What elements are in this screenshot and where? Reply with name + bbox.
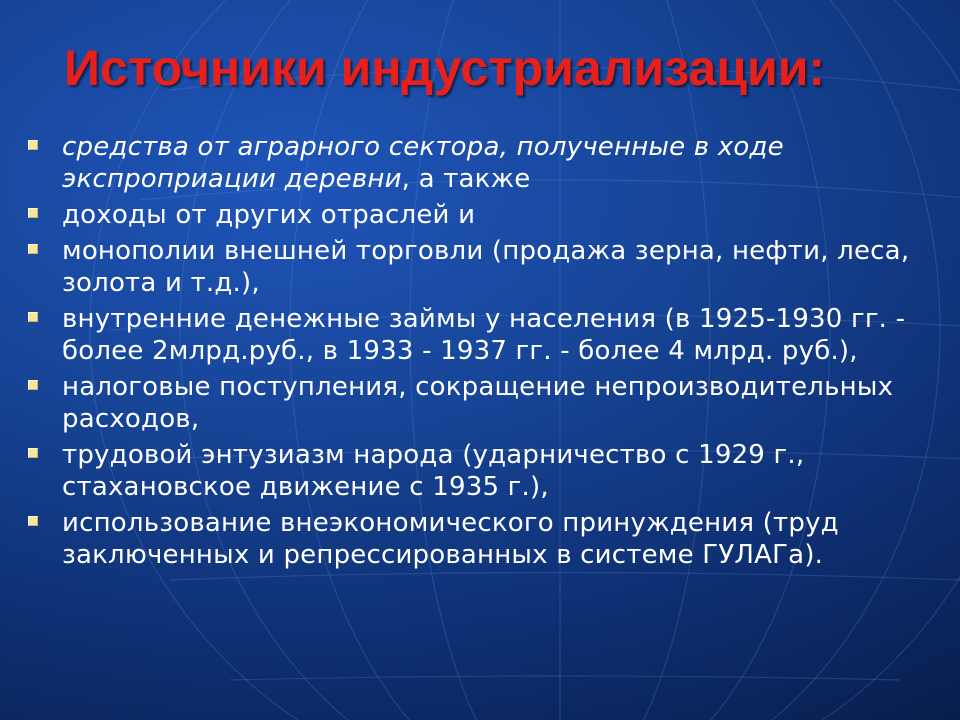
square-bullet-icon <box>28 244 38 254</box>
bullet-item-labor-enthusiasm <box>26 439 926 503</box>
square-bullet-icon <box>28 516 38 526</box>
square-bullet-icon <box>28 208 38 218</box>
bullet-text: внутренние денежные займы у населения (в 1925-1930 гг. - более 2млрд.руб., в 1933 - 1937 гг. - более 4 млрд. руб.), <box>62 304 906 366</box>
bullet-item-agrarian <box>26 131 926 195</box>
bullet-text-tail: , а также <box>401 164 531 194</box>
bullet-item-coercion <box>26 507 926 571</box>
slide-title: Источники индустриализации: <box>64 40 826 96</box>
bullet-list <box>26 131 926 575</box>
bullet-text: доходы от других отраслей и <box>62 200 476 230</box>
square-bullet-icon <box>28 312 38 322</box>
bullet-item-other-industries <box>26 199 926 231</box>
bullet-item-foreign-trade <box>26 235 926 299</box>
square-bullet-icon <box>28 140 38 150</box>
bullet-text: налоговые поступления, сокращение непроизводительных расходов, <box>62 372 894 434</box>
bullet-text: средства от аграрного сектора, полученные в ходе экспроприации деревни <box>62 132 784 194</box>
bullet-text: использование внеэкономического принуждения (труд заключенных и репрессированных в системе ГУЛАГа). <box>62 508 839 570</box>
bullet-item-taxes <box>26 371 926 435</box>
square-bullet-icon <box>28 448 38 458</box>
bullet-text: трудовой энтузиазм народа (ударничество с 1929 г., стахановское движение с 1935 г.), <box>62 440 805 502</box>
bullet-item-loans <box>26 303 926 367</box>
square-bullet-icon <box>28 380 38 390</box>
bullet-text: монополии внешней торговли (продажа зерна, нефти, леса, золота и т.д.), <box>62 236 910 298</box>
